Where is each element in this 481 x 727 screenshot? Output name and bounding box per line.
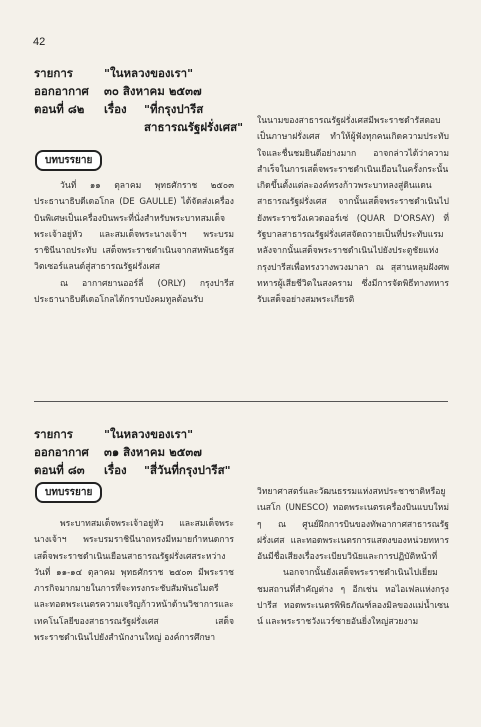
body-paragraph: พระบาทสมเด็จพระเจ้าอยู่หัว และสมเด็จพระนางเจ้าฯ พระบรมราชินีนาถทรงมีหมายกำหนดการเสด็จพระราชดำเนินเยือนสาธารณรัฐฝรั่งเศสระหว่างวันที่ ๑๑-๑๔ ตุลาคม พุทธศักราช ๒๕๐๓ มีพระราชภารกิจมากมายในการที่จะทรงกระชับสัมพันธไมตรีและทอดพระเนตรความเจริญก้าวหน้าด้านวิชาการและเทคโนโลยีของสาธารณรัฐฝรั่งเศส เสด็จพระราชดำเนินไปยังสำนักงานใหญ่ องค์การศึกษา <box>34 519 234 644</box>
article2-left-column <box>34 516 234 646</box>
section-badge: บทบรรยาย <box>35 150 102 171</box>
subject-title: "สี่วันที่กรุงปารีส" <box>144 463 231 477</box>
page-number: 42 <box>33 36 46 48</box>
episode-label: ตอนที่ ๘๓ <box>34 463 85 477</box>
airdate-value: ๓๑ สิงหาคม ๒๕๓๗ <box>104 445 202 459</box>
airdate-value: ๓๐ สิงหาคม ๒๕๓๗ <box>104 84 202 98</box>
subject-label: เรื่อง <box>104 463 127 477</box>
subject-title: "ที่กรุงปารีส <box>144 102 204 116</box>
subject-label: เรื่อง <box>104 102 127 116</box>
program-title: "ในหลวงของเรา" <box>104 427 194 441</box>
article1-header <box>34 64 243 136</box>
article2-right-column <box>257 484 449 631</box>
article1-right-column <box>257 113 449 309</box>
body-paragraph: นอกจากนั้นยังเสด็จพระราชดำเนินไปเยี่ยมชมสถานที่สำคัญต่าง ๆ อีกเช่น หอไอเฟลแห่งกรุงปารีส ทอดพระเนตรพิพิธภัณฑ์ลองมิลของแม่น้ำเซนน์ และพระราชวังแวร์ซายอันยิ่งใหญ่สวยงาม <box>257 568 449 628</box>
airdate-label: ออกอากาศ <box>34 84 89 98</box>
program-label: รายการ <box>34 66 73 80</box>
episode-label: ตอนที่ ๘๒ <box>34 102 85 116</box>
section-badge: บทบรรยาย <box>35 482 102 503</box>
airdate-label: ออกอากาศ <box>34 445 89 459</box>
article1-left-column <box>34 178 234 308</box>
body-paragraph: วันที่ ๑๑ ตุลาคม พุทธศักราช ๒๕๐๓ ประธานาธิบดีเดอโกล (DE GAULLE) ได้จัดส่งเครื่องบินพิเศษเป็นเครื่องบินพระที่นั่งสำหรับพระบาทสมเด็จพระเจ้าอยู่หัว และสมเด็จพระนางเจ้าฯ พระบรมราชินีนาถประทับ เสด็จพระราชดำเนินจากสหพันธรัฐสวิตเซอร์แลนด์สู่สาธารณรัฐฝรั่งเศส <box>34 181 234 273</box>
body-paragraph: ในนามของสาธารณรัฐฝรั่งเศสมีพระราชดำรัสตอบเป็นภาษาฝรั่งเศส ทำให้ผู้ฟังทุกคนเกิดความประทับใจและชื่นชมยินดีอย่างมาก อาจกล่าวได้ว่าความสำเร็จในการเสด็จพระราชดำเนินเยือนในครั้งกระนั้นเกิดขึ้นตั้งแต่ละองค์ทรงก้าวพระบาทลงสู่ดินแดนสาธารณรัฐฝรั่งเศส จากนั้นเสด็จพระราชดำเนินไปยังพระราชวังเควดออร์เซ่ (QUAR D'ORSAY) ที่รัฐบาลสาธารณรัฐฝรั่งเศสจัดถวายเป็นที่ประทับแรม หลังจากนั้นเสด็จพระราชดำเนินไปยังประตูชัยแห่งกรุงปารีสเพื่อทรงวางพวงมาลา ณ สุสานหลุมฝังศพทหารผู้เสียชีวิตในสงคราม ซึ่งมีการจัดพิธีทางทหารรับเสด็จอย่างสมพระเกียรติ <box>257 116 449 306</box>
subject-title-cont: สาธารณรัฐฝรั่งเศส" <box>144 120 244 134</box>
program-title: "ในหลวงของเรา" <box>104 66 194 80</box>
article2-header <box>34 425 231 479</box>
body-paragraph: วิทยาศาสตร์และวัฒนธรรมแห่งสหประชาชาติหรือยูเนสโก (UNESCO) ทอดพระเนตรเครื่องบินแบบใหม่ ๆ ณ ศูนย์ฝึกการบินของทัพอากาศสาธารณรัฐฝรั่งเศส และทอดพระเนตรการแสดงของหน่วยทหารอันมีชื่อเสียงเรื่องระเบียบวินัยและการปฏิบัติหน้าที่ <box>257 487 449 563</box>
section-divider <box>34 401 448 402</box>
program-label: รายการ <box>34 427 73 441</box>
body-paragraph: ณ อากาศยานออร์ลี่ (ORLY) กรุงปารีส ประธานาธิบดีเดอโกลได้กราบบังคมทูลต้อนรับ <box>34 278 234 306</box>
